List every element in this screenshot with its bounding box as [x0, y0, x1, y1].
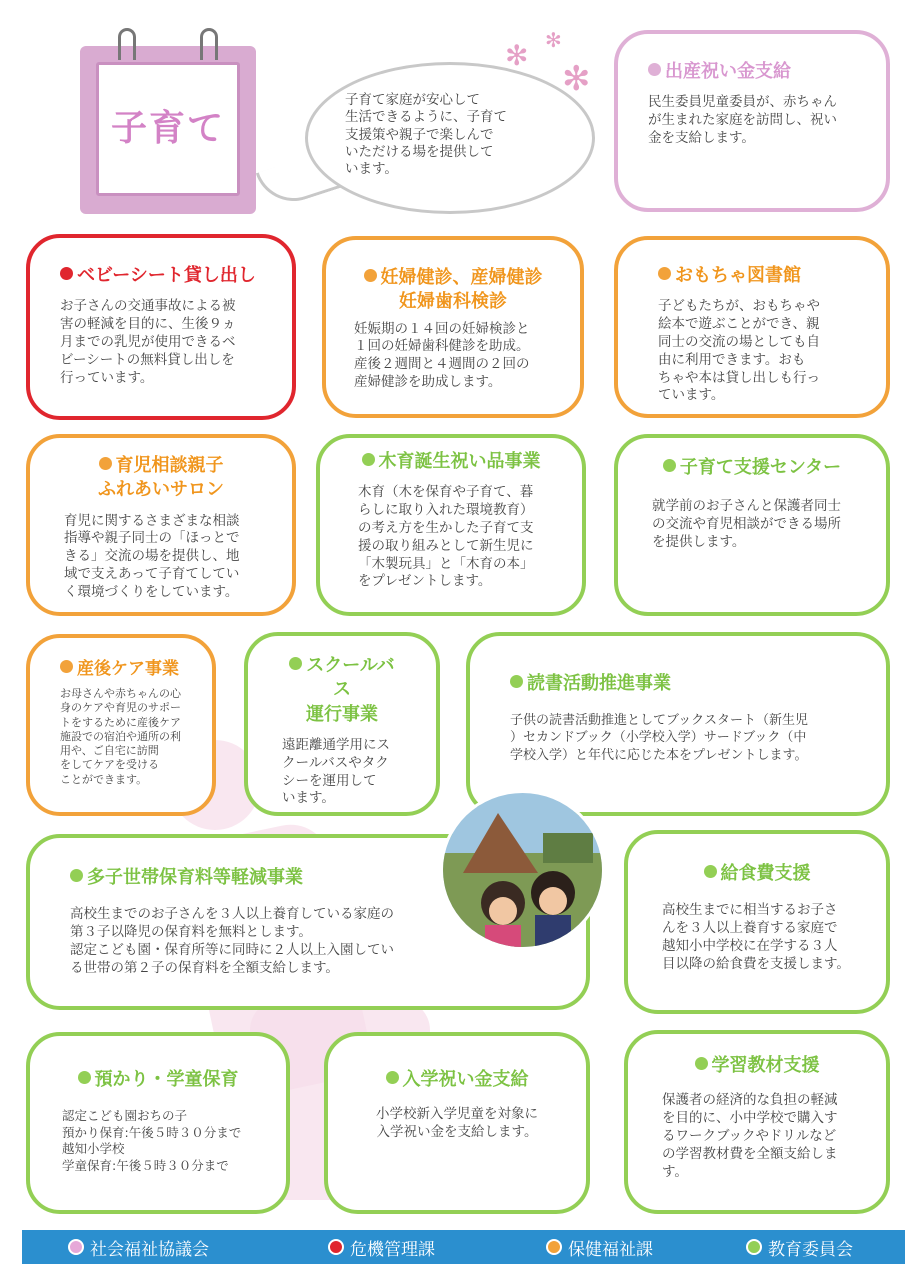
card-toy-library	[614, 236, 890, 418]
card-title: スクールバス	[282, 654, 402, 703]
card-title: 読書活動推進事業	[510, 672, 846, 696]
card-body: 遠距離通学用にス クールバスやタク シーを運用して います。	[282, 736, 390, 807]
card-title: ベビーシート貸し出し	[60, 264, 262, 288]
dot-icon	[663, 459, 676, 472]
card-baby-seat	[26, 234, 296, 420]
card-title-line2: ふれあいサロン	[98, 479, 224, 501]
legend-item	[546, 1230, 653, 1264]
card-title-line2: 運行事業	[306, 703, 378, 725]
card-salon	[26, 434, 296, 616]
card-body: 子供の読書活動推進としてブックスタート（新生児 ）セカンドブック（小学校入学）サードブック（中 学校入学）と年代に応じた本をプレゼントします。	[510, 713, 808, 763]
legend-label: 危機管理課	[350, 1239, 435, 1260]
card-title: 育児相談親子	[64, 454, 258, 478]
legend-item	[328, 1230, 435, 1264]
legend-label: 社会福祉協議会	[90, 1239, 209, 1260]
legend-dot-icon	[546, 1239, 562, 1255]
card-postnatal	[26, 634, 216, 816]
dot-icon	[364, 269, 377, 282]
card-school-entry	[324, 1032, 590, 1214]
card-body: 高校生までに相当するお子さ んを３人以上養育する家庭で 越知小中学校に在学する３人 目以降の給食費を支援します。	[662, 902, 850, 972]
flower-icon: ✻	[505, 39, 529, 72]
legend-item	[746, 1230, 853, 1264]
dot-icon	[78, 1071, 91, 1084]
card-title: 多子世帯保育料等軽減事業	[70, 866, 546, 890]
card-body: 育児に関するさまざまな相談 指導や親子同士の「ほっとで きる」交流の場を提供し、地 域で支えあって子育てしてい く環境づくりをしています。	[64, 512, 240, 600]
children-photo	[440, 790, 605, 950]
card-title: 産後ケア事業	[60, 658, 182, 681]
calendar-label: 子育て	[110, 108, 225, 149]
card-materials	[624, 1030, 890, 1214]
card-body: 就学前のお子さんと保護者同士 の交流や育児相談ができる場所 を提供します。	[652, 498, 841, 550]
card-body: 民生委員児童委員が、赤ちゃん が生まれた家庭を訪問し、祝い 金を支給します。	[648, 94, 837, 146]
card-body: 木育（木を保育や子育て、暮 らしに取り入れた環境教育） の考え方を生かした子育て支 援の取り組みとして新生児に 「木製玩具」と「木育の本」 をプレゼントします。	[358, 484, 534, 590]
card-title: 子育て支援センター	[652, 456, 852, 480]
card-title-line2: 妊婦歯科検診	[399, 291, 507, 313]
flower-icon: ✻	[545, 28, 562, 52]
dot-icon	[289, 657, 302, 670]
intro-text: 子育て家庭が安心して 生活できるように、子育て 支援策や親子で楽しんで いただける場を提供して います。	[345, 92, 507, 178]
card-title: おもちゃ図書館	[658, 264, 846, 288]
card-body: 認定こども園おちの子 預かり保育:午後５時３０分まで 越知小学校 学童保育:午後５時３０分まで	[62, 1108, 242, 1173]
card-body: お子さんの交通事故による被 害の軽減を目的に、生後９ヵ 月までの乳児が使用できるベ ビーシートの無料貸し出しを 行っています。	[60, 298, 236, 386]
card-title: 入学祝い金支給	[358, 1068, 556, 1092]
calendar-ring-icon	[200, 28, 218, 60]
card-body: お母さんや赤ちゃんの心 身のケアや育児のサポー トをするために産後ケア 施設での宿泊や通所の利 用や、ご自宅に訪問 をしてケアを受ける ことができます。	[60, 686, 181, 786]
legend-label: 教育委員会	[768, 1239, 853, 1260]
card-reading	[466, 632, 890, 816]
card-mokuiku	[316, 434, 586, 616]
card-checkups	[322, 236, 584, 418]
card-body: 妊娠期の１４回の妊婦検診と １回の妊婦歯科健診を助成。 産後２週間と４週間の２回の 産婦健診を助成します。	[354, 320, 530, 391]
legend-bar	[22, 1230, 905, 1264]
flower-icon: ✻	[562, 59, 591, 99]
legend-dot-icon	[328, 1239, 344, 1255]
dot-icon	[695, 1057, 708, 1070]
dot-icon	[99, 457, 112, 470]
dot-icon	[70, 869, 83, 882]
legend-dot-icon	[746, 1239, 762, 1255]
legend-label: 保健福祉課	[568, 1239, 653, 1260]
card-body: 子どもたちが、おもちゃや 絵本で遊ぶことができ、親 同士の交流の場としても自 由に利用できます。おも ちゃや本は貸し出しも行っ ています。	[658, 298, 820, 404]
card-title: 給食費支援	[662, 862, 852, 886]
legend-dot-icon	[68, 1239, 84, 1255]
card-school-bus	[244, 632, 440, 816]
card-birth-gift	[614, 30, 890, 212]
dot-icon	[510, 675, 523, 688]
dot-icon	[60, 660, 73, 673]
dot-icon	[658, 267, 671, 280]
dot-icon	[60, 267, 73, 280]
card-title: 預かり・学童保育	[62, 1068, 254, 1092]
card-body: 高校生までのお子さんを３人以上養育している家庭の 第３子以降児の保育料を無料とします。 認定こども園・保育所等に同時に２人以上入園してい る世帯の第２子の保育料を全額支給します。	[70, 906, 394, 976]
card-support-center	[614, 434, 890, 616]
dot-icon	[648, 63, 661, 76]
card-body: 小学校新入学児童を対象に 入学祝い金を支給します。	[376, 1106, 538, 1141]
dot-icon	[704, 865, 717, 878]
legend-item	[68, 1230, 209, 1264]
card-lunch	[624, 830, 890, 1014]
card-title: 木育誕生祝い品事業	[358, 450, 544, 474]
card-body: 保護者の経済的な負担の軽減 を目的に、小中学校で購入す るワークブックやドリルなど の学習教材費を全額支給しま す。	[662, 1092, 838, 1180]
card-title: 出産祝い金支給	[648, 60, 856, 84]
dot-icon	[362, 453, 375, 466]
card-title: 妊婦健診、産婦健診	[354, 266, 552, 290]
calendar-ring-icon	[118, 28, 136, 60]
card-childcare	[26, 1032, 290, 1214]
card-title: 学習教材支援	[662, 1054, 852, 1078]
dot-icon	[386, 1071, 399, 1084]
